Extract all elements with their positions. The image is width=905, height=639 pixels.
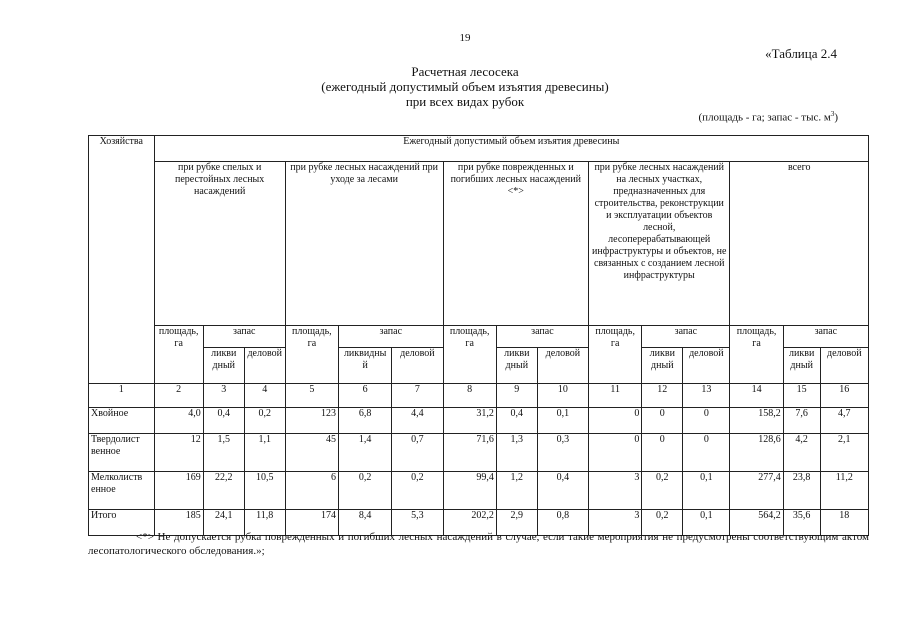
table-cell: 18 xyxy=(820,510,868,536)
table-cell: 23,8 xyxy=(783,472,820,510)
table-cell: 0 xyxy=(589,434,642,472)
col-number: 16 xyxy=(820,384,868,408)
table-cell: 12 xyxy=(154,434,203,472)
units-note xyxy=(699,110,838,124)
header-stock: запас xyxy=(339,326,444,348)
table-cell: 0,2 xyxy=(244,408,285,434)
units-close: ) xyxy=(834,111,838,124)
table-cell: 0,1 xyxy=(683,472,730,510)
table-cell: 0 xyxy=(683,434,730,472)
header-area: площадь, га xyxy=(285,326,338,384)
column-number-row xyxy=(89,384,869,408)
table-cell: 71,6 xyxy=(443,434,496,472)
header-liquid: ликви дный xyxy=(783,348,820,384)
table-cell: 35,6 xyxy=(783,510,820,536)
title-line-1: Расчетная лесосека xyxy=(411,64,519,79)
table-cell: 0 xyxy=(642,434,683,472)
row-label: Итого xyxy=(89,510,155,536)
header-stock: запас xyxy=(783,326,868,348)
table-cell: 11,8 xyxy=(244,510,285,536)
table-cell: 3 xyxy=(589,472,642,510)
title-line-3: при всех видах рубок xyxy=(405,94,525,109)
header-stock: запас xyxy=(203,326,285,348)
col-number: 9 xyxy=(496,384,537,408)
col-number: 5 xyxy=(285,384,338,408)
header-main: Ежегодный допустимый объем изъятия древесины xyxy=(154,136,868,162)
table-cell: 10,5 xyxy=(244,472,285,510)
header-area: площадь, га xyxy=(443,326,496,384)
table-cell: 564,2 xyxy=(730,510,783,536)
table-cell: 158,2 xyxy=(730,408,783,434)
header-group-5: всего xyxy=(730,162,869,326)
table-cell: 0,8 xyxy=(537,510,588,536)
table-cell: 8,4 xyxy=(339,510,392,536)
col-number: 4 xyxy=(244,384,285,408)
table-cell: 1,4 xyxy=(339,434,392,472)
col-number: 12 xyxy=(642,384,683,408)
row-label: Твердолист венное xyxy=(89,434,155,472)
table-cell: 202,2 xyxy=(443,510,496,536)
table-cell: 2,9 xyxy=(496,510,537,536)
table-cell: 174 xyxy=(285,510,338,536)
table-cell: 0,4 xyxy=(537,472,588,510)
header-liquid: ликвидны й xyxy=(339,348,392,384)
table-cell: 0,2 xyxy=(642,472,683,510)
header-business: деловой xyxy=(820,348,868,384)
row-label: Хвойное xyxy=(89,408,155,434)
table-cell: 128,6 xyxy=(730,434,783,472)
table-cell: 31,2 xyxy=(443,408,496,434)
col-number: 8 xyxy=(443,384,496,408)
header-business: деловой xyxy=(683,348,730,384)
table-cell: 4,0 xyxy=(154,408,203,434)
table-cell: 4,7 xyxy=(820,408,868,434)
header-group-4: при рубке лесных насаждений на лесных участках, предназначенных для строительства, реконструкции и эксплуатации объектов лесной, лесоперерабатывающей инфраструктуры и объектов, не связанных с созданием лесной инфраструктуры xyxy=(589,162,730,326)
table-cell: 1,2 xyxy=(496,472,537,510)
header-stock: запас xyxy=(642,326,730,348)
header-area: площадь, га xyxy=(589,326,642,384)
title-line-2: (ежегодный допустимый объем изъятия древесины) xyxy=(321,79,609,94)
table-cell: 0,2 xyxy=(339,472,392,510)
col-number: 10 xyxy=(537,384,588,408)
header-group-1: при рубке спелых и перестойных лесных насаждений xyxy=(154,162,285,326)
table-cell: 0 xyxy=(683,408,730,434)
header-business: деловой xyxy=(392,348,443,384)
table-cell: 3 xyxy=(589,510,642,536)
table-row xyxy=(89,434,869,472)
table-cell: 0,4 xyxy=(496,408,537,434)
table-cell: 0,2 xyxy=(642,510,683,536)
table-cell: 4,4 xyxy=(392,408,443,434)
data-rows xyxy=(89,408,869,536)
units-sup: 3 xyxy=(830,110,835,118)
col-number: 2 xyxy=(154,384,203,408)
header-farms: Хозяйства xyxy=(89,136,155,384)
header-area: площадь, га xyxy=(730,326,783,384)
table-cell: 24,1 xyxy=(203,510,244,536)
table-cell: 1,5 xyxy=(203,434,244,472)
table-cell: 6 xyxy=(285,472,338,510)
col-number: 1 xyxy=(89,384,155,408)
header-liquid: ликви дный xyxy=(496,348,537,384)
table-cell: 0,7 xyxy=(392,434,443,472)
header-business: деловой xyxy=(537,348,588,384)
table-cell: 123 xyxy=(285,408,338,434)
col-number: 15 xyxy=(783,384,820,408)
table-cell: 0,2 xyxy=(392,472,443,510)
table-cell: 0,1 xyxy=(683,510,730,536)
table-cell: 0,4 xyxy=(203,408,244,434)
table-cell: 0,1 xyxy=(537,408,588,434)
header-group-3: при рубке поврежденных и погибших лесных насаждений <*> xyxy=(443,162,589,326)
col-number: 11 xyxy=(589,384,642,408)
table-cell: 0 xyxy=(589,408,642,434)
logging-table xyxy=(88,135,869,536)
table-cell: 169 xyxy=(154,472,203,510)
table-cell: 1,3 xyxy=(496,434,537,472)
table-cell: 45 xyxy=(285,434,338,472)
units-text: (площадь - га; запас - тыс. м xyxy=(698,111,831,124)
table-row xyxy=(89,408,869,434)
table-cell: 277,4 xyxy=(730,472,783,510)
table-cell: 22,2 xyxy=(203,472,244,510)
table-cell: 6,8 xyxy=(339,408,392,434)
table-cell: 0 xyxy=(642,408,683,434)
col-number: 14 xyxy=(730,384,783,408)
header-group-2: при рубке лесных насаждений при уходе за лесами xyxy=(285,162,443,326)
table-cell: 4,2 xyxy=(783,434,820,472)
table-cell: 11,2 xyxy=(820,472,868,510)
col-number: 7 xyxy=(392,384,443,408)
header-liquid: ликви дный xyxy=(203,348,244,384)
table-cell: 0,3 xyxy=(537,434,588,472)
header-area: площадь, га xyxy=(154,326,203,384)
col-number: 13 xyxy=(683,384,730,408)
page-number: 19 xyxy=(459,32,471,44)
col-number: 6 xyxy=(339,384,392,408)
table-cell: 185 xyxy=(154,510,203,536)
table-cell: 2,1 xyxy=(820,434,868,472)
footnote: <*> Не допускается рубка поврежденных и погибших лесных насаждений в случае, если такие мероприятия не предусмотрены соответствующим актом лесопатологического обследования.»; xyxy=(88,531,869,557)
header-liquid: ликви дный xyxy=(642,348,683,384)
table-cell: 5,3 xyxy=(392,510,443,536)
table-cell: 1,1 xyxy=(244,434,285,472)
table-row xyxy=(89,472,869,510)
header-stock: запас xyxy=(496,326,588,348)
row-label: Мелколиств енное xyxy=(89,472,155,510)
col-number: 3 xyxy=(203,384,244,408)
table-cell: 99,4 xyxy=(443,472,496,510)
table-title xyxy=(0,64,905,109)
table-label: «Таблица 2.4 xyxy=(765,46,837,61)
header-business: деловой xyxy=(244,348,285,384)
table-cell: 7,6 xyxy=(783,408,820,434)
